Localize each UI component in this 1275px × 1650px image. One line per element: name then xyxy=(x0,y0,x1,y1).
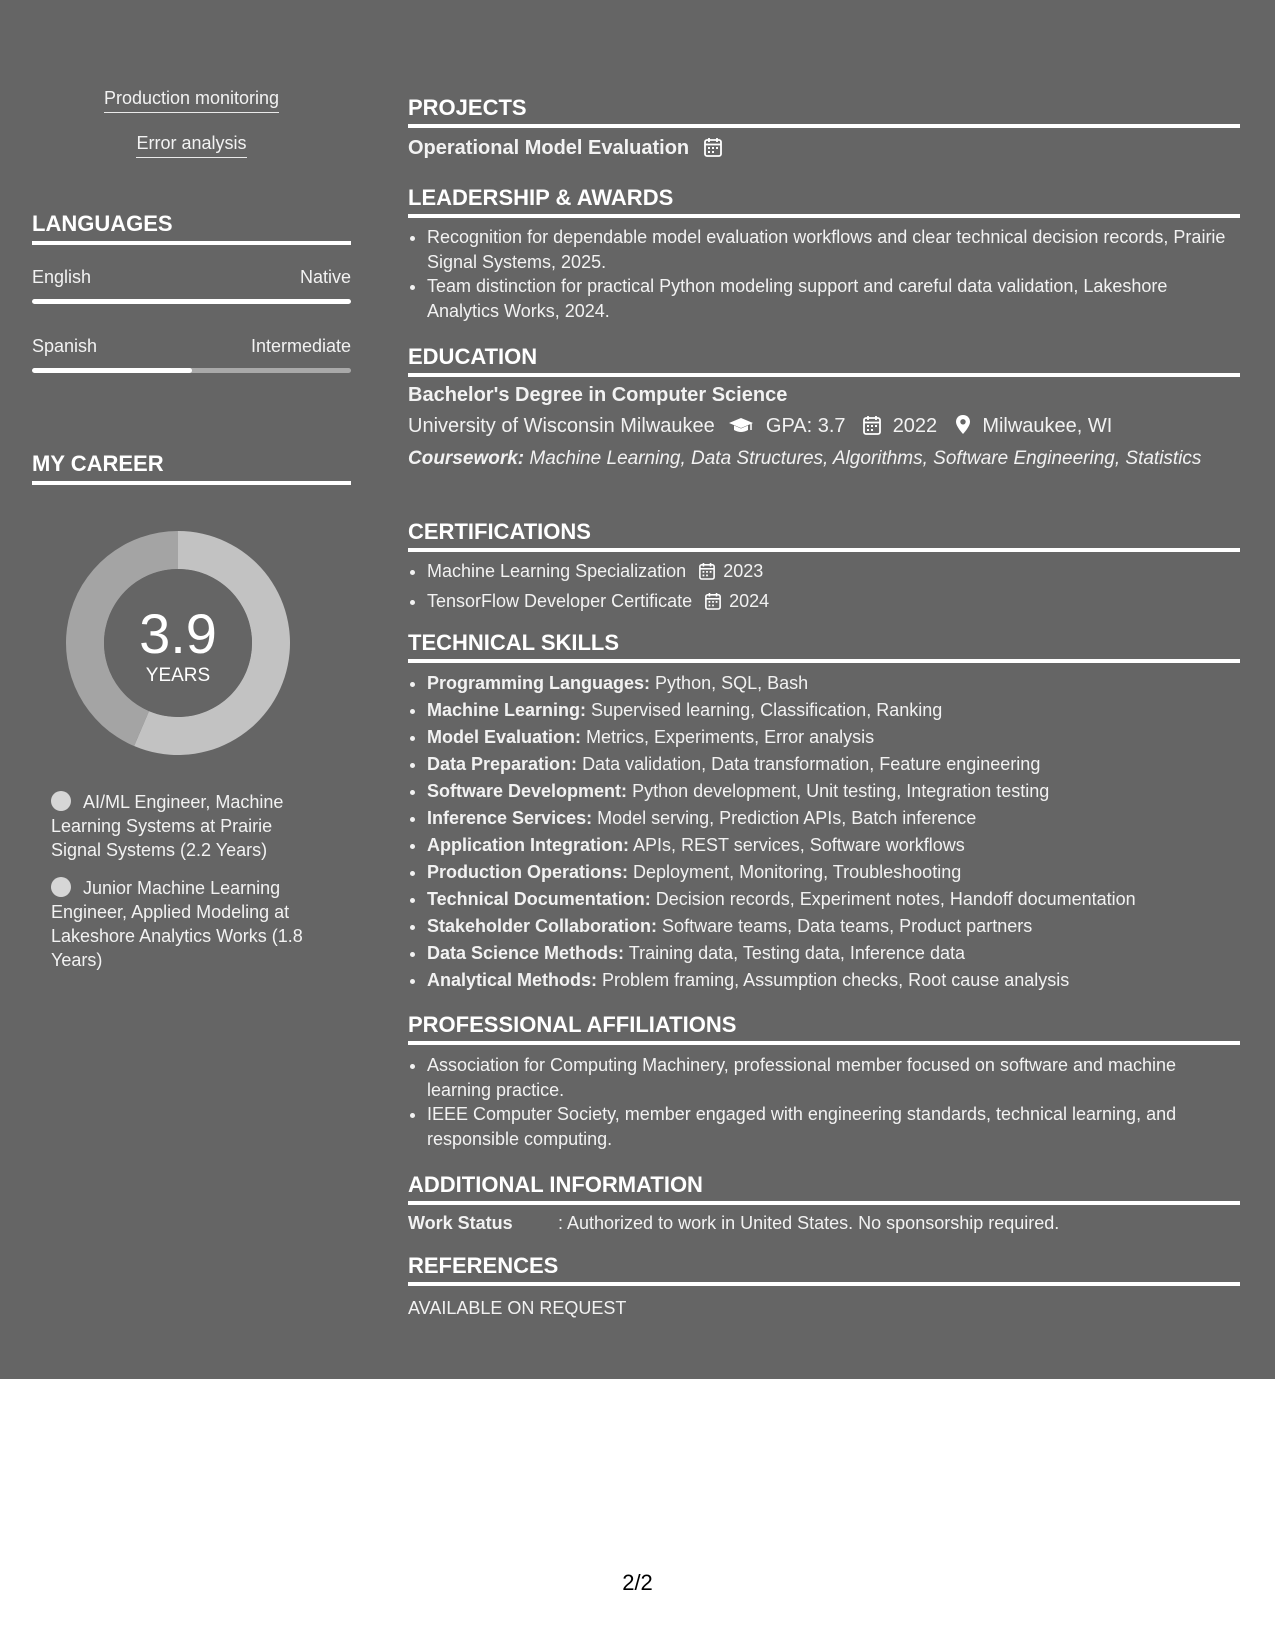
skill-values: Python, SQL, Bash xyxy=(655,673,809,693)
calendar-icon xyxy=(705,591,721,618)
skill-category: Stakeholder Collaboration: xyxy=(427,916,658,936)
certification-year: 2023 xyxy=(723,561,764,581)
coursework-label: Coursework: xyxy=(408,448,525,469)
skill-values: APIs, REST services, Software workflows xyxy=(633,835,965,855)
bullet-dot-icon xyxy=(51,791,71,811)
page-number: 2/2 xyxy=(622,1570,653,1595)
skill-item xyxy=(427,697,1240,724)
skill-values: Data validation, Data transformation, Feature engineering xyxy=(582,754,1041,774)
skill-values: Software teams, Data teams, Product partners xyxy=(662,916,1033,936)
degree-title: Bachelor's Degree in Computer Science xyxy=(408,384,788,406)
skill-values: Training data, Testing data, Inference data xyxy=(628,943,965,963)
skill-item xyxy=(427,913,1240,940)
career-donut-chart xyxy=(66,531,290,755)
affiliation-item: • Association for Computing Machinery, professional member focused on software and machine learning practice. xyxy=(427,1053,1240,1102)
skill-item xyxy=(427,832,1240,859)
awards-heading: LEADERSHIP & AWARDS xyxy=(408,185,1240,218)
skill-category: Programming Languages: xyxy=(427,673,651,693)
work-status-label: Work Status xyxy=(408,1213,513,1233)
language-proficiency-bar xyxy=(32,368,351,373)
project-title: Operational Model Evaluation xyxy=(408,137,690,159)
skill-category: Machine Learning: xyxy=(427,700,587,720)
coursework xyxy=(408,447,1240,471)
calendar-icon xyxy=(704,137,722,162)
language-proficiency-fill xyxy=(32,299,351,304)
skill-values: Metrics, Experiments, Error analysis xyxy=(586,727,875,747)
graduation-year: 2022 xyxy=(892,415,938,437)
skill-values: Python development, Unit testing, Integration testing xyxy=(632,781,1050,801)
skill-category: Model Evaluation: xyxy=(427,727,582,747)
work-status-row xyxy=(408,1213,1240,1234)
skill-values: Deployment, Monitoring, Troubleshooting xyxy=(633,862,962,882)
affiliation-item: • IEEE Computer Society, member engaged with engineering standards, technical learning, and responsible computing. xyxy=(427,1102,1240,1151)
certifications-heading: CERTIFICATIONS xyxy=(408,519,1240,552)
education-entry xyxy=(408,384,1240,471)
projects-heading: PROJECTS xyxy=(408,95,1240,128)
skill-item xyxy=(427,859,1240,886)
career-list xyxy=(51,790,321,986)
certifications-list xyxy=(408,558,1240,618)
skill-category: Production Operations: xyxy=(427,862,629,882)
graduation-cap-icon xyxy=(728,417,754,441)
work-status-value: : Authorized to work in United States. No sponsorship required. xyxy=(558,1213,1060,1233)
skill-item xyxy=(427,940,1240,967)
language-level: Intermediate xyxy=(250,336,351,356)
calendar-icon xyxy=(863,415,881,441)
affiliations-list xyxy=(408,1053,1240,1151)
career-heading: MY CAREER xyxy=(32,451,351,485)
skill-category: Technical Documentation: xyxy=(427,889,651,909)
calendar-icon xyxy=(699,561,715,588)
skill-category: Application Integration: xyxy=(427,835,629,855)
location-pin-icon xyxy=(955,414,971,441)
languages-heading: LANGUAGES xyxy=(32,211,351,245)
skill-item xyxy=(427,751,1240,778)
additional-info-heading: ADDITIONAL INFORMATION xyxy=(408,1172,1240,1205)
career-total-unit: YEARS xyxy=(145,665,211,686)
skill-values: Supervised learning, Classification, Ranking xyxy=(591,700,943,720)
bullet-dot-icon xyxy=(51,877,71,897)
language-name: English xyxy=(32,267,92,287)
skill-values: Decision records, Experiment notes, Handoff documentation xyxy=(655,889,1136,909)
career-total-value: 3.9 xyxy=(139,602,217,665)
language-proficiency-fill xyxy=(32,368,192,373)
certification-name: TensorFlow Developer Certificate xyxy=(427,591,693,611)
certification-item xyxy=(427,558,1240,588)
skill-category: Data Preparation: xyxy=(427,754,578,774)
education-heading: EDUCATION xyxy=(408,344,1240,377)
technical-skills-heading: TECHNICAL SKILLS xyxy=(408,630,1240,663)
education-details xyxy=(408,414,1240,441)
skill-values: Model serving, Prediction APIs, Batch inference xyxy=(597,808,977,828)
skill-values: Problem framing, Assumption checks, Root cause analysis xyxy=(602,970,1070,990)
certification-item xyxy=(427,588,1240,618)
technical-skills-list xyxy=(408,670,1240,994)
skill-category: Data Science Methods: xyxy=(427,943,625,963)
references-text: AVAILABLE ON REQUEST xyxy=(408,1298,627,1318)
skill-item xyxy=(427,778,1240,805)
career-donut-center xyxy=(66,531,290,755)
skill-item xyxy=(427,886,1240,913)
language-level: Native xyxy=(299,267,351,287)
skill-link-production-monitoring[interactable]: Production monitoring xyxy=(32,88,351,113)
skill-category: Analytical Methods: xyxy=(427,970,598,990)
project-entry xyxy=(408,137,1240,162)
affiliations-heading: PROFESSIONAL AFFILIATIONS xyxy=(408,1012,1240,1045)
skill-item xyxy=(427,670,1240,697)
references-heading: REFERENCES xyxy=(408,1253,1240,1286)
skill-item xyxy=(427,805,1240,832)
language-proficiency-bar xyxy=(32,299,351,304)
school-location: Milwaukee, WI xyxy=(982,415,1113,437)
career-item: AI/ML Engineer, Machine Learning Systems at Prairie Signal Systems (2.2 Years) xyxy=(51,792,284,860)
skill-link-error-analysis[interactable]: Error analysis xyxy=(32,133,351,158)
award-item: • Recognition for dependable model evaluation workflows and clear technical decision records, Prairie Signal Systems, 2025. xyxy=(427,225,1240,274)
language-name: Spanish xyxy=(32,336,98,356)
skill-category: Inference Services: xyxy=(427,808,593,828)
skill-category: Software Development: xyxy=(427,781,628,801)
skill-item xyxy=(427,967,1240,994)
skill-item xyxy=(427,724,1240,751)
certification-year: 2024 xyxy=(729,591,770,611)
awards-list xyxy=(408,225,1240,323)
gpa: GPA: 3.7 xyxy=(765,415,846,437)
coursework-list: Machine Learning, Data Structures, Algorithms, Software Engineering, Statistics xyxy=(529,448,1202,469)
certification-name: Machine Learning Specialization xyxy=(427,561,687,581)
career-item: Junior Machine Learning Engineer, Applied Modeling at Lakeshore Analytics Works (1.8 Years) xyxy=(51,878,303,970)
award-item: • Team distinction for practical Python modeling support and careful data validation, Lakeshore Analytics Works, 2024. xyxy=(427,274,1240,323)
school-name: University of Wisconsin Milwaukee xyxy=(408,415,715,437)
